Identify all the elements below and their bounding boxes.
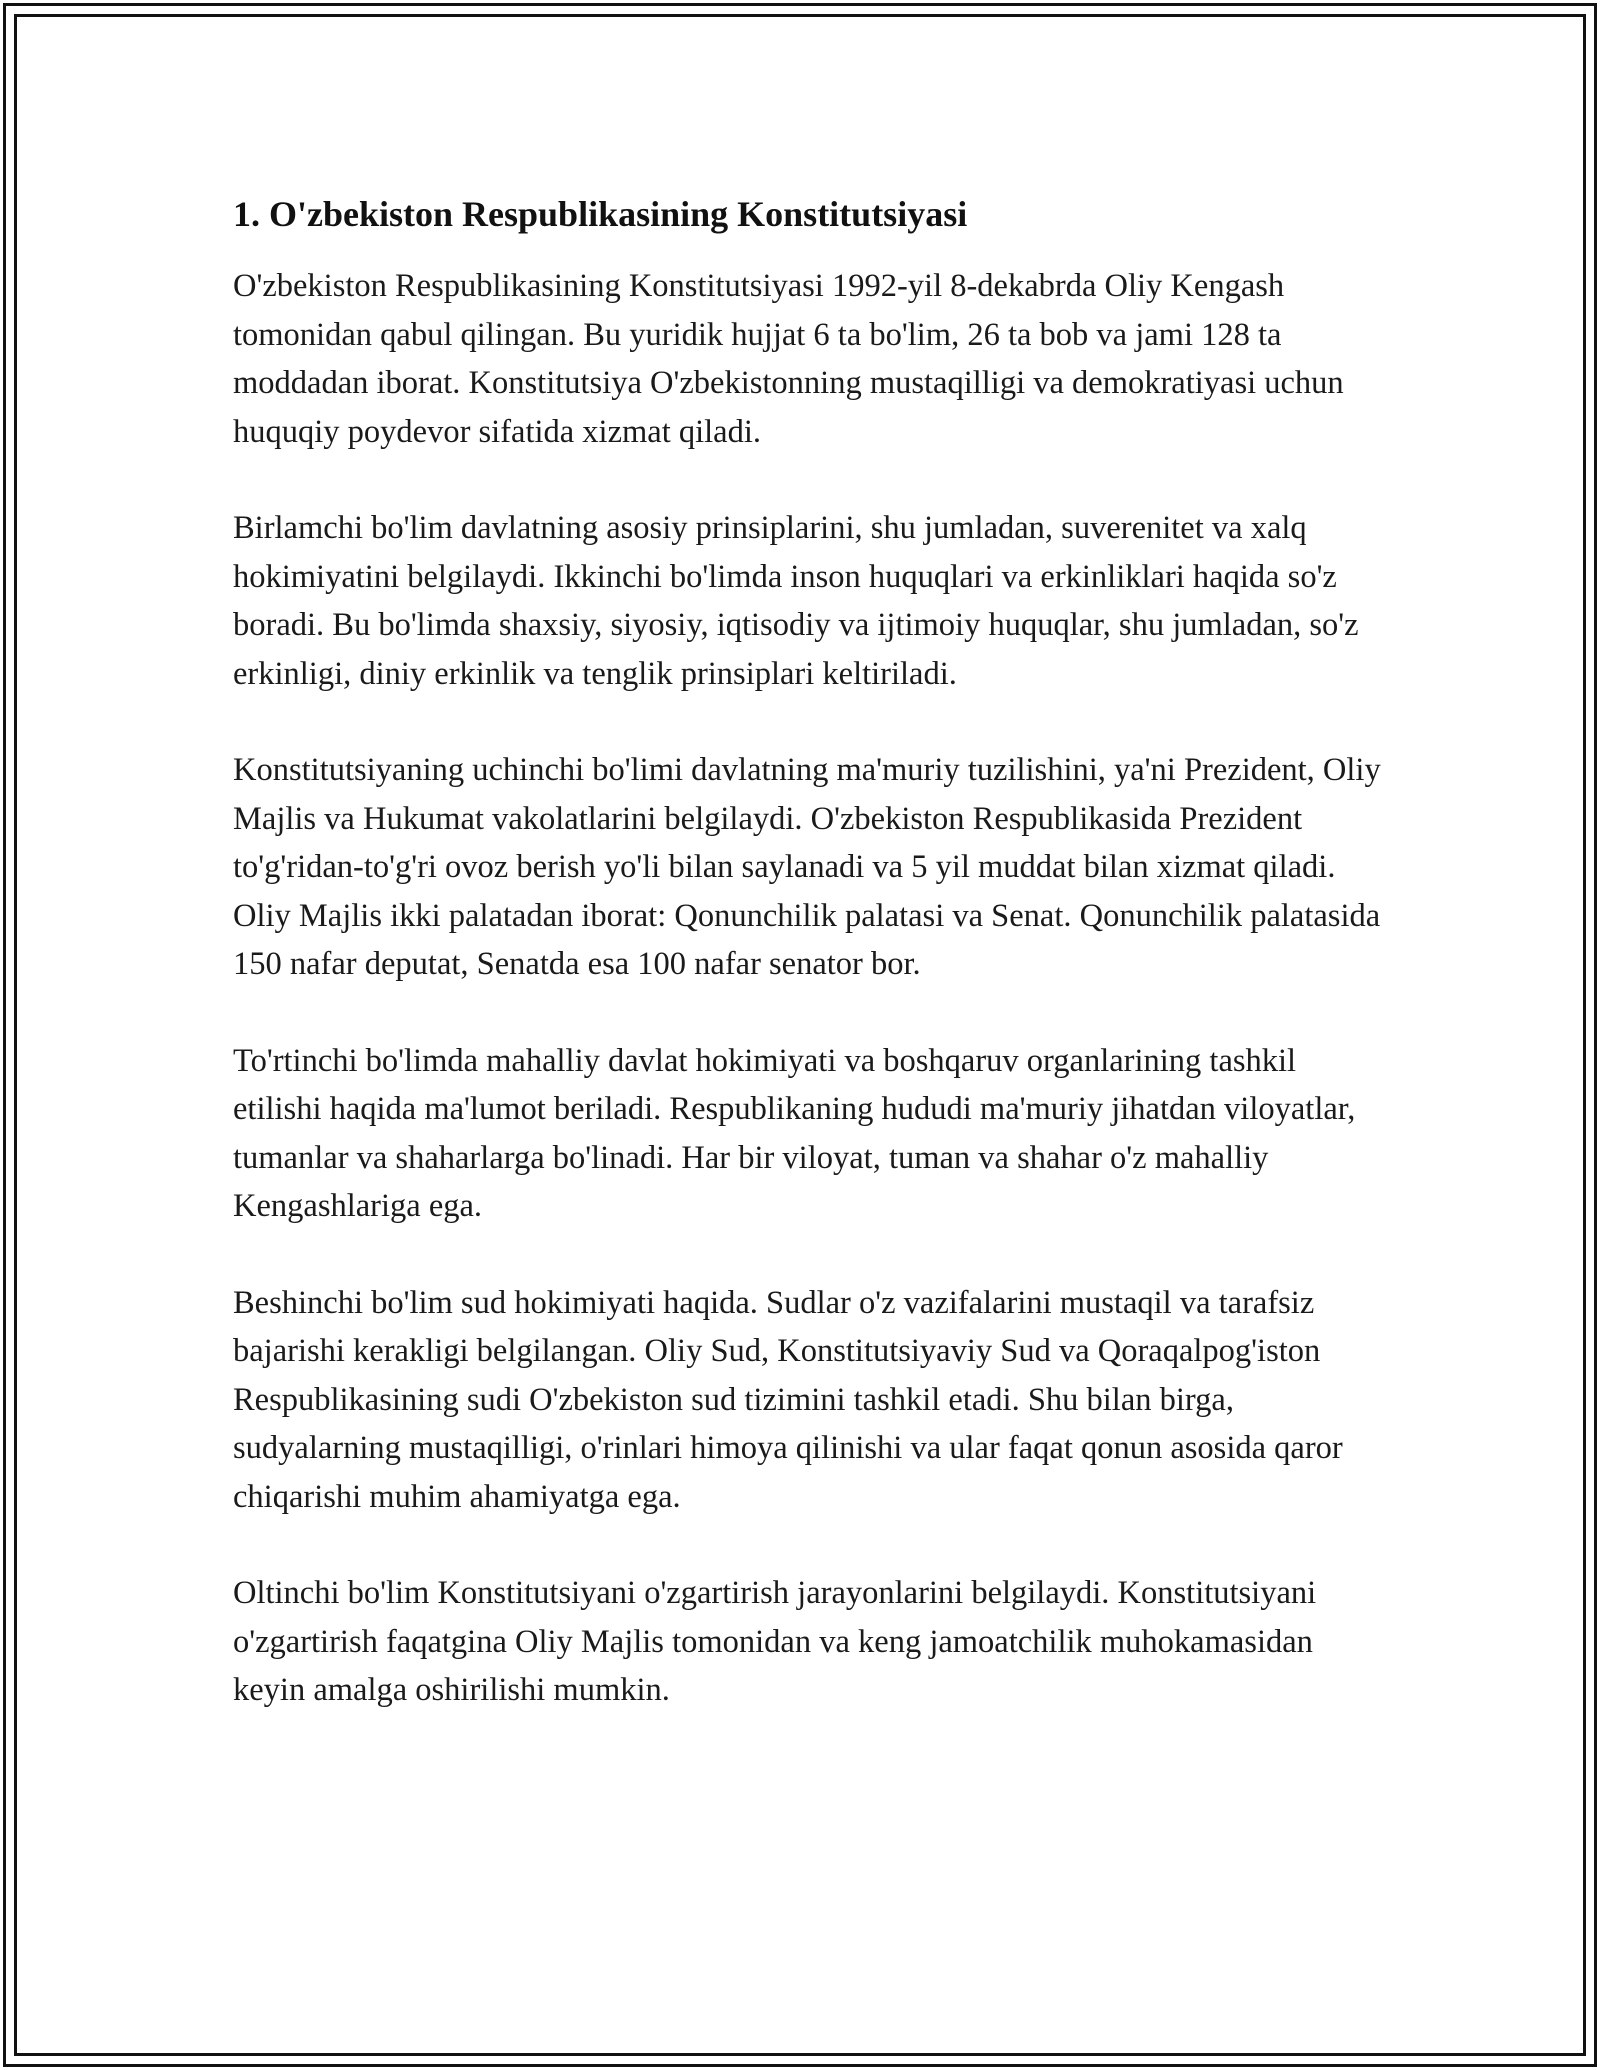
paragraph-section-4: To'rtinchi bo'limda mahalliy davlat hokimiyati va boshqaruv organlarining tashkil etilishi haqida ma'lumot beriladi. Respublikaning hududi ma'muriy jihatdan viloyatlar, tumanlar va shaharlarga bo'linadi. Har bir viloyat, tuman va shahar o'z mahalliy Kengashlariga ega.: [233, 1042, 1356, 1224]
paragraph-section-6: Oltinchi bo'lim Konstitutsiyani o'zgartirish jarayonlarini belgilaydi. Konstitutsiyani o'zgartirish faqatgina Oliy Majlis tomonidan va keng jamoatchilik muhokamasidan keyin amalga oshirilishi mumkin.: [233, 1575, 1317, 1708]
paragraph-section-3: Konstitutsiyaning uchinchi bo'limi davlatning ma'muriy tuzilishini, ya'ni Prezident, Oliy Majlis va Hukumat vakolatlarini belgilaydi. O'zbekiston Respublikasida Prezident to'g'ridan-to'g'ri ovoz berish yo'li bilan saylanadi va 5 yil muddat bilan xizmat qiladi. Oliy Majlis ikki palatadan iborat: Qonunchilik palatasi va Senat. Qonunchilik palatasida 150 nafar deputat, Senatda esa 100 nafar senator bor.: [233, 752, 1381, 982]
paragraph-intro: O'zbekiston Respublikasining Konstitutsiyasi 1992-yil 8-dekabrda Oliy Kengash tomonidan qabul qilingan. Bu yuridik hujjat 6 ta bo'lim, 26 ta bob va jami 128 ta moddadan iborat. Konstitutsiya O'zbekistonning mustaqilligi va demokratiyasi uchun huquqiy poydevor sifatida xizmat qiladi.: [233, 268, 1344, 450]
paragraph-section-5: Beshinchi bo'lim sud hokimiyati haqida. Sudlar o'z vazifalarini mustaqil va tarafsiz bajarishi kerakligi belgilangan. Oliy Sud, Konstitutsiyaviy Sud va Qoraqalpog'iston Respublikasining sudi O'zbekiston sud tizimini tashkil etadi. Shu bilan birga, sudyalarning mustaqilligi, o'rinlari himoya qilinishi va ular faqat qonun asosida qaror chiqarishi muhim ahamiyatga ega.: [233, 1284, 1343, 1515]
document-title: 1. O'zbekiston Respublikasining Konstitutsiyasi: [233, 194, 968, 234]
document-body: [233, 186, 1383, 1763]
paragraph-section-1-2: Birlamchi bo'lim davlatning asosiy prinsiplarini, shu jumladan, suverenitet va xalq hokimiyatini belgilaydi. Ikkinchi bo'limda inson huquqlari va erkinliklari haqida so'z boradi. Bu bo'limda shaxsiy, siyosiy, iqtisodiy va ijtimoiy huquqlar, shu jumladan, so'z erkinligi, diniy erkinlik va tenglik prinsiplari keltiriladi.: [233, 510, 1359, 692]
